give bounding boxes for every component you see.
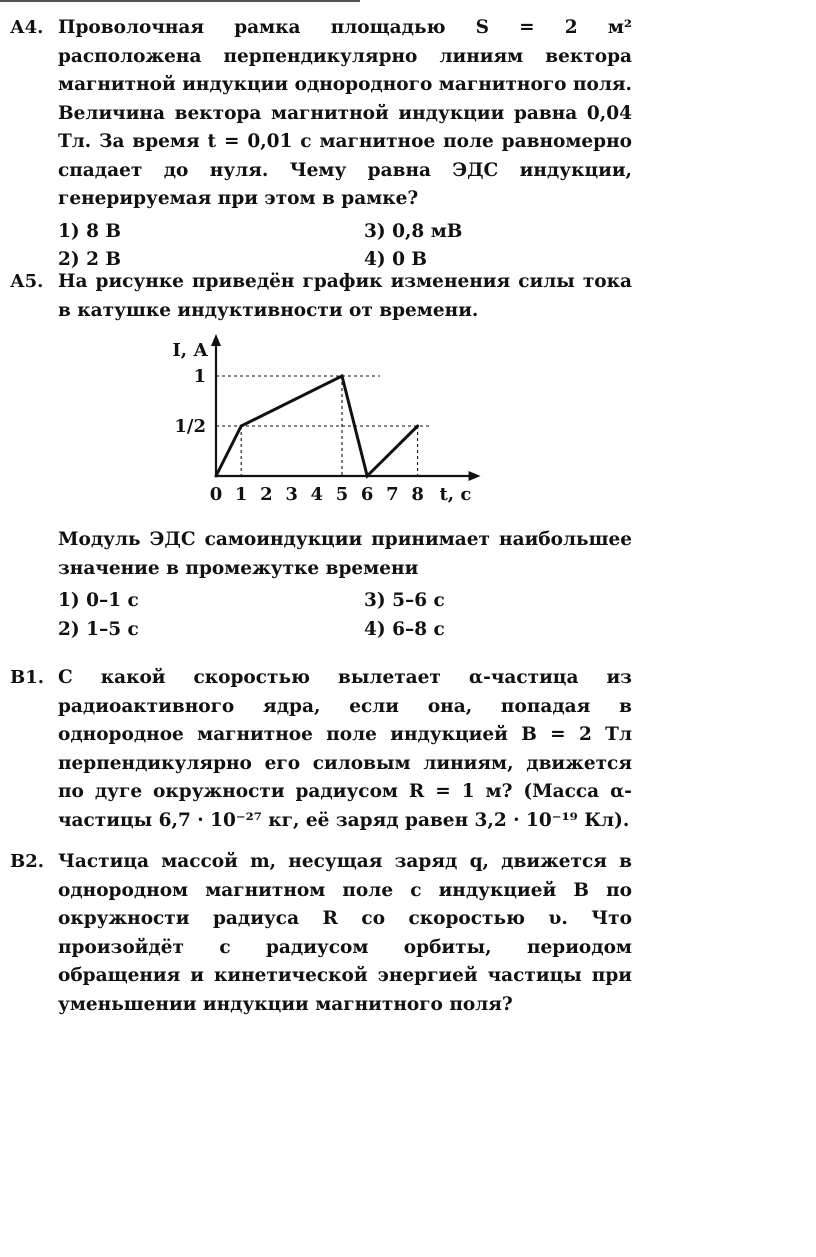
x-tick-label: 8 <box>411 484 424 505</box>
y-tick-label: 1/2 <box>174 416 206 437</box>
y-axis-label: I, А <box>172 340 208 361</box>
x-tick-label: 0 <box>209 484 223 505</box>
problem-text: Частица массой m, несущая заряд q, движется в однородном магнитном поле с индукцией B по окружности радиуса R со скоростью υ. Что произойдёт с радиусом орбиты, периодом обращения и кинетической энергией частицы при уменьшении индукции магнитного поля? <box>58 851 632 1015</box>
problem-number: А5. <box>10 271 44 292</box>
answer-option[interactable]: 2) 2 В <box>58 249 122 270</box>
problem-number: В1. <box>10 667 45 688</box>
answer-option[interactable]: 3) 5–6 с <box>364 590 445 611</box>
problem-number: А4. <box>10 17 44 38</box>
data-point <box>240 425 243 428</box>
data-point <box>366 475 369 478</box>
x-axis-arrow <box>469 471 481 481</box>
x-tick-label: 3 <box>285 484 298 505</box>
data-point <box>215 475 218 478</box>
problem-question: Модуль ЭДС самоиндукции принимает наибольшее значение в промежутке времени <box>58 529 632 579</box>
x-tick-label: 6 <box>360 484 374 505</box>
data-point <box>341 375 344 378</box>
problem-intro: На рисунке приведён график изменения силы тока в катушке индуктивности от времени. <box>58 271 632 321</box>
answer-option[interactable]: 2) 1–5 с <box>58 618 139 640</box>
answer-option[interactable]: 4) 6–8 с <box>364 618 445 640</box>
x-tick-label: 1 <box>234 484 248 505</box>
data-point <box>416 425 419 428</box>
y-axis-arrow <box>211 334 221 346</box>
current-time-graph <box>160 330 490 510</box>
problem-b2 <box>10 848 632 1019</box>
y-tick-label: 1 <box>193 366 206 387</box>
x-tick-label: 7 <box>386 484 399 505</box>
answer-options <box>58 587 632 644</box>
x-tick-label: 2 <box>260 484 273 505</box>
answer-option[interactable]: 4) 0 В <box>364 249 428 270</box>
problem-b1 <box>10 664 632 835</box>
problem-a5-question <box>10 526 632 644</box>
x-axis-label: t, с <box>439 484 472 505</box>
answer-option[interactable]: 1) 0–1 с <box>58 590 139 611</box>
problem-text: С какой скоростью вылетает α-частица из радиоактивного ядра, если она, попадая в однородное магнитное поле индукцией B = 2 Тл перпендикулярно его силовым линиям, движется по дуге окружности радиусом R = 1 м? (Масса α-частицы 6,7 · 10⁻²⁷ кг, её заряд равен 3,2 · 10⁻¹⁹ Кл). <box>58 667 632 831</box>
problem-text: Проволочная рамка площадью S = 2 м² расположена перпендикулярно линиям вектора магнитной индукции однородного магнитного поля. Величина вектора магнитной индукции равна 0,04 Тл. За время t = 0,01 с магнитное поле равномерно спадает до нуля. Чему равна ЭДС индукции, генерируемая при этом в рамке? <box>58 17 632 209</box>
x-tick-label: 5 <box>335 484 349 505</box>
top-rule <box>0 0 360 2</box>
chart-svg <box>160 330 490 510</box>
problem-number: В2. <box>10 851 45 872</box>
answer-options <box>58 218 632 275</box>
problem-a4 <box>10 14 632 275</box>
x-tick-label: 4 <box>310 484 324 505</box>
answer-option[interactable]: 3) 0,8 мВ <box>364 220 463 242</box>
problem-a5 <box>10 268 632 325</box>
answer-option[interactable]: 1) 8 В <box>58 220 122 242</box>
